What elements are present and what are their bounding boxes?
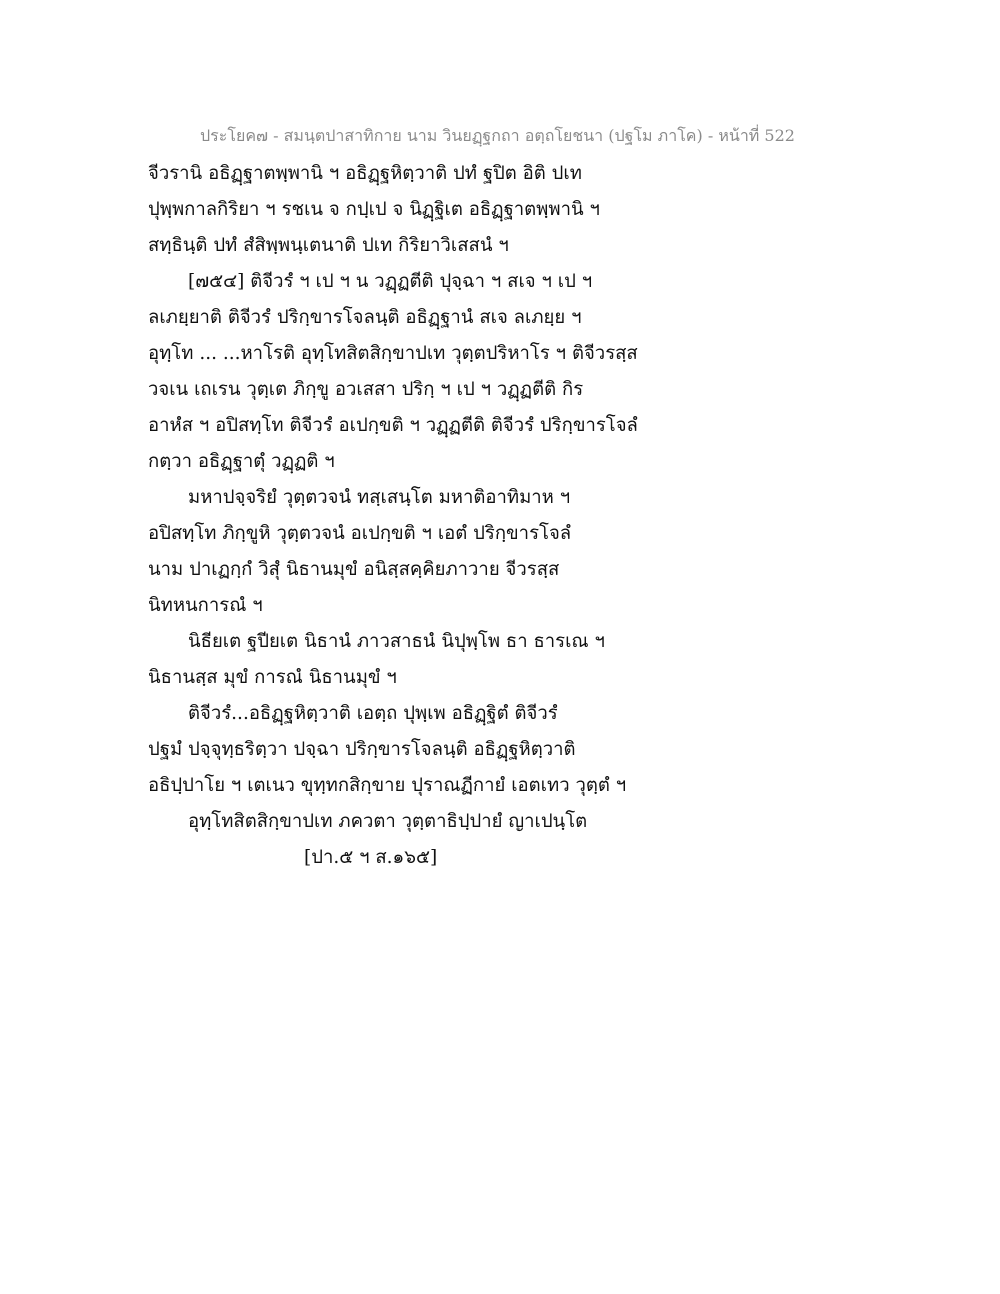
text-line: นิทหนการณํ ฯ — [148, 595, 263, 616]
text-line: นิธานสฺส มุขํ การณํ นิธานมุขํ ฯ — [148, 667, 397, 688]
paragraph-start-line: [๗๕๔] ติจีวรํ ฯ เป ฯ น วฏฺฏตีติ ปุจฺฉา ฯ สเจ ฯ เป ฯ — [188, 271, 593, 292]
text-line: ปุพฺพกาลกิริยา ฯ รชเน จ กปฺเป จ นิฏฺฐิเต อธิฏฺฐาตพฺพานิ ฯ — [148, 199, 600, 220]
paragraph-start-line: ติจีวรํ...อธิฏฺฐหิตฺวาติ เอตฺถ ปุพฺเพ อธิฏฺฐิตํ ติจีวรํ — [188, 703, 558, 724]
text-line: สทฺธินฺติ ปทํ สํสิพฺพนฺเตนาติ ปเท กิริยาวิเสสนํ ฯ — [148, 235, 509, 256]
paragraph-start-line: นิธียเต ฐปียเต นิธานํ ภาวสาธนํ นิปุพฺโพ ธา ธารเณ ฯ — [188, 631, 605, 652]
text-line: อาหํส ฯ อปิสทฺโท ติจีวรํ อเปกฺขติ ฯ วฏฺฏตีติ ติจีวรํ ปริกฺขารโจลํ — [148, 415, 638, 436]
text-line: วจเน เถเรน วุตฺเต ภิกฺขู อวเสสา ปริกฺ ฯ เป ฯ วฏฺฏตีติ กิร — [148, 379, 584, 400]
paragraph-start-line: อุทฺโทสิตสิกฺขาปเท ภควตา วุตฺตาธิปฺปายํ ญาเปนฺโต — [188, 811, 588, 832]
page-header: ประโยค๗ - สมนฺตปาสาทิกาย นาม วินยฏฺฐกถา อตฺถโยชนา (ปฐโม ภาโค) - หน้าที่ 522 — [200, 126, 795, 145]
text-line: ปฐมํ ปจฺจุทฺธริตฺวา ปจฺฉา ปริกฺขารโจลนฺติ อธิฏฺฐหิตฺวาติ — [148, 739, 576, 760]
text-line: กตฺวา อธิฏฺฐาตุํ วฏฺฏติ ฯ — [148, 451, 335, 472]
text-line: อปิสทฺโท ภิกฺขูหิ วุตฺตวจนํ อเปกฺขติ ฯ เอตํ ปริกฺขารโจลํ — [148, 523, 572, 544]
body-text — [148, 156, 868, 876]
paragraph-start-line: มหาปจฺจริยํ วุตฺตวจนํ ทสฺเสนฺโต มหาติอาทิมาห ฯ — [188, 487, 571, 508]
text-line: จีวรานิ อธิฏฺฐาตพฺพานิ ฯ อธิฏฺฐหิตฺวาติ ปทํ ฐปิต อิติ ปเท — [148, 163, 582, 184]
text-line: อธิปฺปาโย ฯ เตเนว ขุทฺทกสิกฺขาย ปุราณฏีกายํ เอตเทว วุตฺตํ ฯ — [148, 775, 627, 796]
text-line: ลเภยฺยาติ ติจีวรํ ปริกฺขารโจลนฺติ อธิฏฺฐานํ สเจ ลเภยฺย ฯ — [148, 307, 582, 328]
text-line: อุทฺโท ... ...หาโรติ อุทฺโทสิตสิกฺขาปเท วุตฺตปริหาโร ฯ ติจีวรสฺส — [148, 343, 638, 364]
page-reference: [ปา.๕ ฯ ส.๑๖๕] — [304, 847, 438, 868]
text-line: นาม ปาเฏกฺกํ วิสุํ นิธานมุขํ อนิสฺสคฺคิยภาวาย จีวรสฺส — [148, 559, 560, 580]
